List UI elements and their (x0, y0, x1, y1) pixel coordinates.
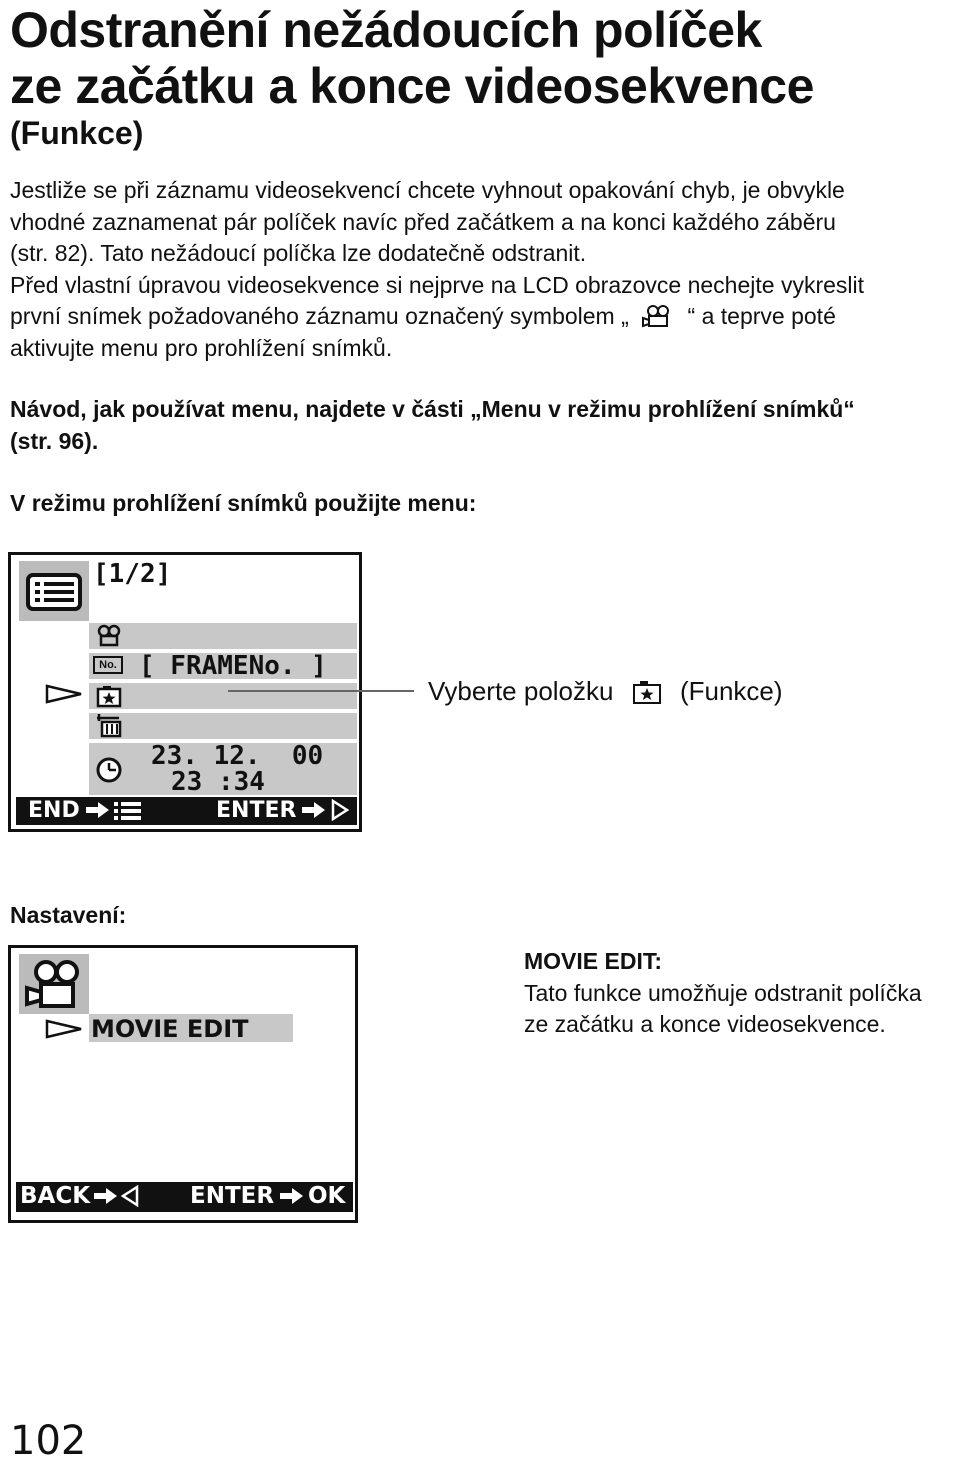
intro-line: aktivujte menu pro prohlížení snímků. (10, 334, 393, 361)
menu-list-small-icon (114, 801, 142, 825)
description-line: Tato funkce umožňuje odstranit políčka (524, 979, 922, 1006)
callout-prefix: Vyberte položku (428, 676, 614, 706)
time-value: 23 :34 (171, 767, 265, 797)
function-icon (621, 679, 673, 707)
movie-camera-large-icon (19, 954, 89, 1014)
menu-row-movie[interactable] (89, 623, 357, 649)
settings-heading: Nastavení: (10, 902, 127, 928)
intro-line: (str. 82). Tato nežádoucí políčka lze dodatečně odstranit. (10, 240, 587, 266)
number-badge: No. (93, 656, 123, 674)
intro-line: první snímek požadovaného záznamu označený symbolem „ “ a teprve poté (10, 303, 836, 329)
lcd-status-bar (16, 797, 357, 825)
callout-line (228, 690, 414, 692)
menu-heading: V režimu prohlížení snímků použijte menu: (10, 490, 477, 516)
title-line-1: Odstranění nežádoucích políček (10, 2, 762, 58)
end-label: END (28, 798, 80, 823)
lcd-screen-movie-edit (8, 945, 358, 1223)
intro-line: vhodné zaznamenat pár políček navíc před začátkem a na konci každého záběru (10, 208, 836, 235)
callout-text (428, 676, 783, 707)
menu-row-datetime[interactable] (89, 743, 357, 795)
guide-line: (str. 96). (10, 427, 99, 454)
back-triangle-icon (120, 1185, 140, 1211)
title-line-2: ze začátku a konce videosekvence (10, 58, 814, 114)
guide-paragraph (10, 394, 950, 457)
page-indicator: [1/2] (93, 559, 172, 589)
callout-suffix: (Funkce) (679, 676, 783, 706)
description-title: MOVIE EDIT: (524, 948, 663, 974)
back-arrow-icon (92, 1185, 120, 1211)
selection-pointer-icon (43, 1018, 85, 1045)
end-arrow-icon (84, 799, 112, 825)
menu-list-icon (19, 561, 89, 621)
menu-row-delete[interactable] (89, 713, 357, 739)
menu-row-function[interactable] (89, 683, 357, 709)
enter-arrow-icon (300, 799, 328, 825)
play-triangle-icon (330, 799, 350, 825)
enter-arrow-icon (278, 1185, 306, 1211)
menu-item-movie-edit[interactable] (89, 1014, 293, 1042)
intro-line: Před vlastní úpravou videosekvence si nejprve na LCD obrazovce nechejte vykreslit (10, 271, 864, 298)
enter-label: ENTER (216, 798, 297, 823)
lcd-status-bar (16, 1182, 353, 1212)
movie-edit-description (524, 946, 960, 1041)
enter-label: ENTER (190, 1183, 275, 1209)
ok-label: OK (308, 1183, 346, 1209)
intro-line: Jestliže se při záznamu videosekvencí chcete vyhnout opakování chyb, je obvykle (10, 177, 845, 203)
page-number: 102 (10, 1418, 87, 1464)
intro-paragraph (10, 175, 950, 364)
description-line: ze začátku a konce videosekvence. (524, 1011, 886, 1037)
movie-camera-icon (635, 304, 681, 328)
movie-edit-label: MOVIE EDIT (91, 1015, 249, 1043)
menu-row-frameno[interactable] (89, 653, 357, 679)
lcd-screen-menu (8, 552, 362, 832)
date-value: 23. 12. 00 (151, 741, 324, 771)
page-subtitle: (Funkce) (10, 115, 144, 151)
back-label: BACK (20, 1183, 91, 1209)
page-title (10, 2, 955, 114)
selection-pointer-icon (43, 683, 85, 710)
frame-number-label: [ FRAMENo. ] (139, 651, 327, 681)
guide-line: Návod, jak používat menu, najdete v části „Menu v režimu prohlížení snímků“ (10, 396, 855, 422)
